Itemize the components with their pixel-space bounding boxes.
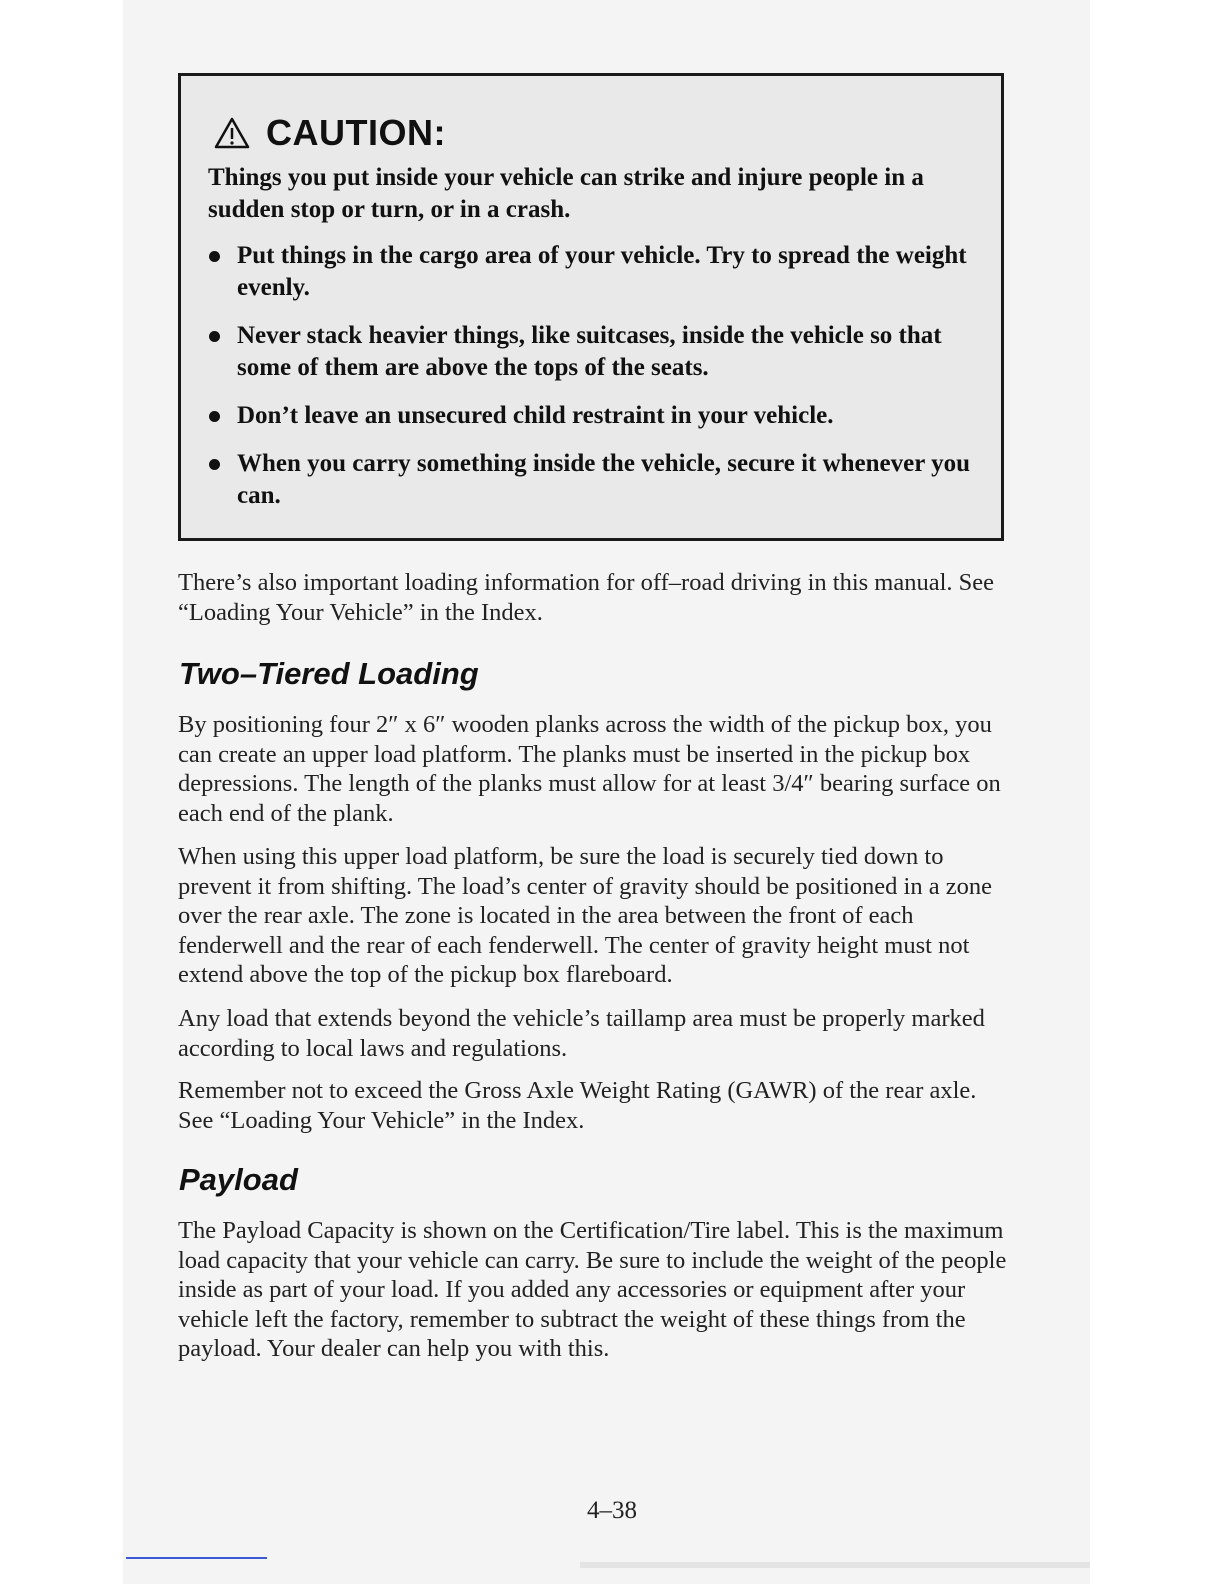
- caution-intro: Things you put inside your vehicle can strike and injure people in a sudden stop or turn, or in a crash.: [208, 164, 924, 223]
- caution-item-text: Never stack heavier things, like suitcases, inside the vehicle so that some of them are above the tops of the seats.: [237, 322, 942, 381]
- caution-item: [201, 240, 981, 304]
- warning-triangle-icon: [214, 117, 250, 149]
- caution-item: [201, 320, 981, 384]
- caution-box: [178, 73, 1004, 541]
- caution-item-text: Put things in the cargo area of your vehicle. Try to spread the weight evenly.: [237, 242, 967, 301]
- caution-title: CAUTION:: [266, 112, 446, 153]
- intro-paragraph: There’s also important loading information for off–road driving in this manual. See “Loading Your Vehicle” in the Index.: [178, 569, 995, 626]
- caution-item: [201, 448, 981, 512]
- payload-heading: Payload: [179, 1162, 298, 1197]
- bullet-icon: [209, 411, 220, 422]
- caution-item-text: When you carry something inside the vehicle, secure it whenever you can.: [237, 450, 971, 509]
- bullet-icon: [209, 251, 220, 262]
- footer-link-underline: [126, 1557, 267, 1559]
- caution-list: [201, 240, 981, 528]
- two-tiered-heading: Two–Tiered Loading: [179, 656, 479, 691]
- caution-item: [201, 400, 981, 432]
- two-tiered-paragraph-3: Any load that extends beyond the vehicle’s taillamp area must be properly marked according to local laws and regulations.: [178, 1005, 985, 1062]
- caution-item-text: Don’t leave an unsecured child restraint in your vehicle.: [237, 402, 834, 429]
- footer-shadow: [580, 1562, 1090, 1568]
- bullet-icon: [209, 459, 220, 470]
- payload-paragraph: The Payload Capacity is shown on the Certification/Tire label. This is the maximum load capacity that your vehicle can carry. Be sure to include the weight of the people inside as part of your load. If you added any accessories or equipment after your vehicle left the factory, remember to subtract the weight of these things from the payload. Your dealer can help you with this.: [178, 1217, 1007, 1362]
- two-tiered-paragraph-2: When using this upper load platform, be sure the load is securely tied down to prevent it from shifting. The load’s center of gravity should be positioned in a zone over the rear axle. The zone is located in the area between the front of each fenderwell and the rear of each fenderwell. The center of gravity height must not extend above the top of the pickup box flareboard.: [178, 843, 992, 988]
- two-tiered-paragraph-1: By positioning four 2″ x 6″ wooden planks across the width of the pickup box, you can create an upper load platform. The planks must be inserted in the pickup box depressions. The length of the planks must allow for at least 3/4″ bearing surface on each end of the plank.: [178, 711, 1001, 827]
- bullet-icon: [209, 331, 220, 342]
- two-tiered-paragraph-4: Remember not to exceed the Gross Axle Weight Rating (GAWR) of the rear axle. See “Loading Your Vehicle” in the Index.: [178, 1077, 977, 1134]
- page-number: 4–38: [587, 1497, 637, 1524]
- caution-header: [214, 112, 446, 154]
